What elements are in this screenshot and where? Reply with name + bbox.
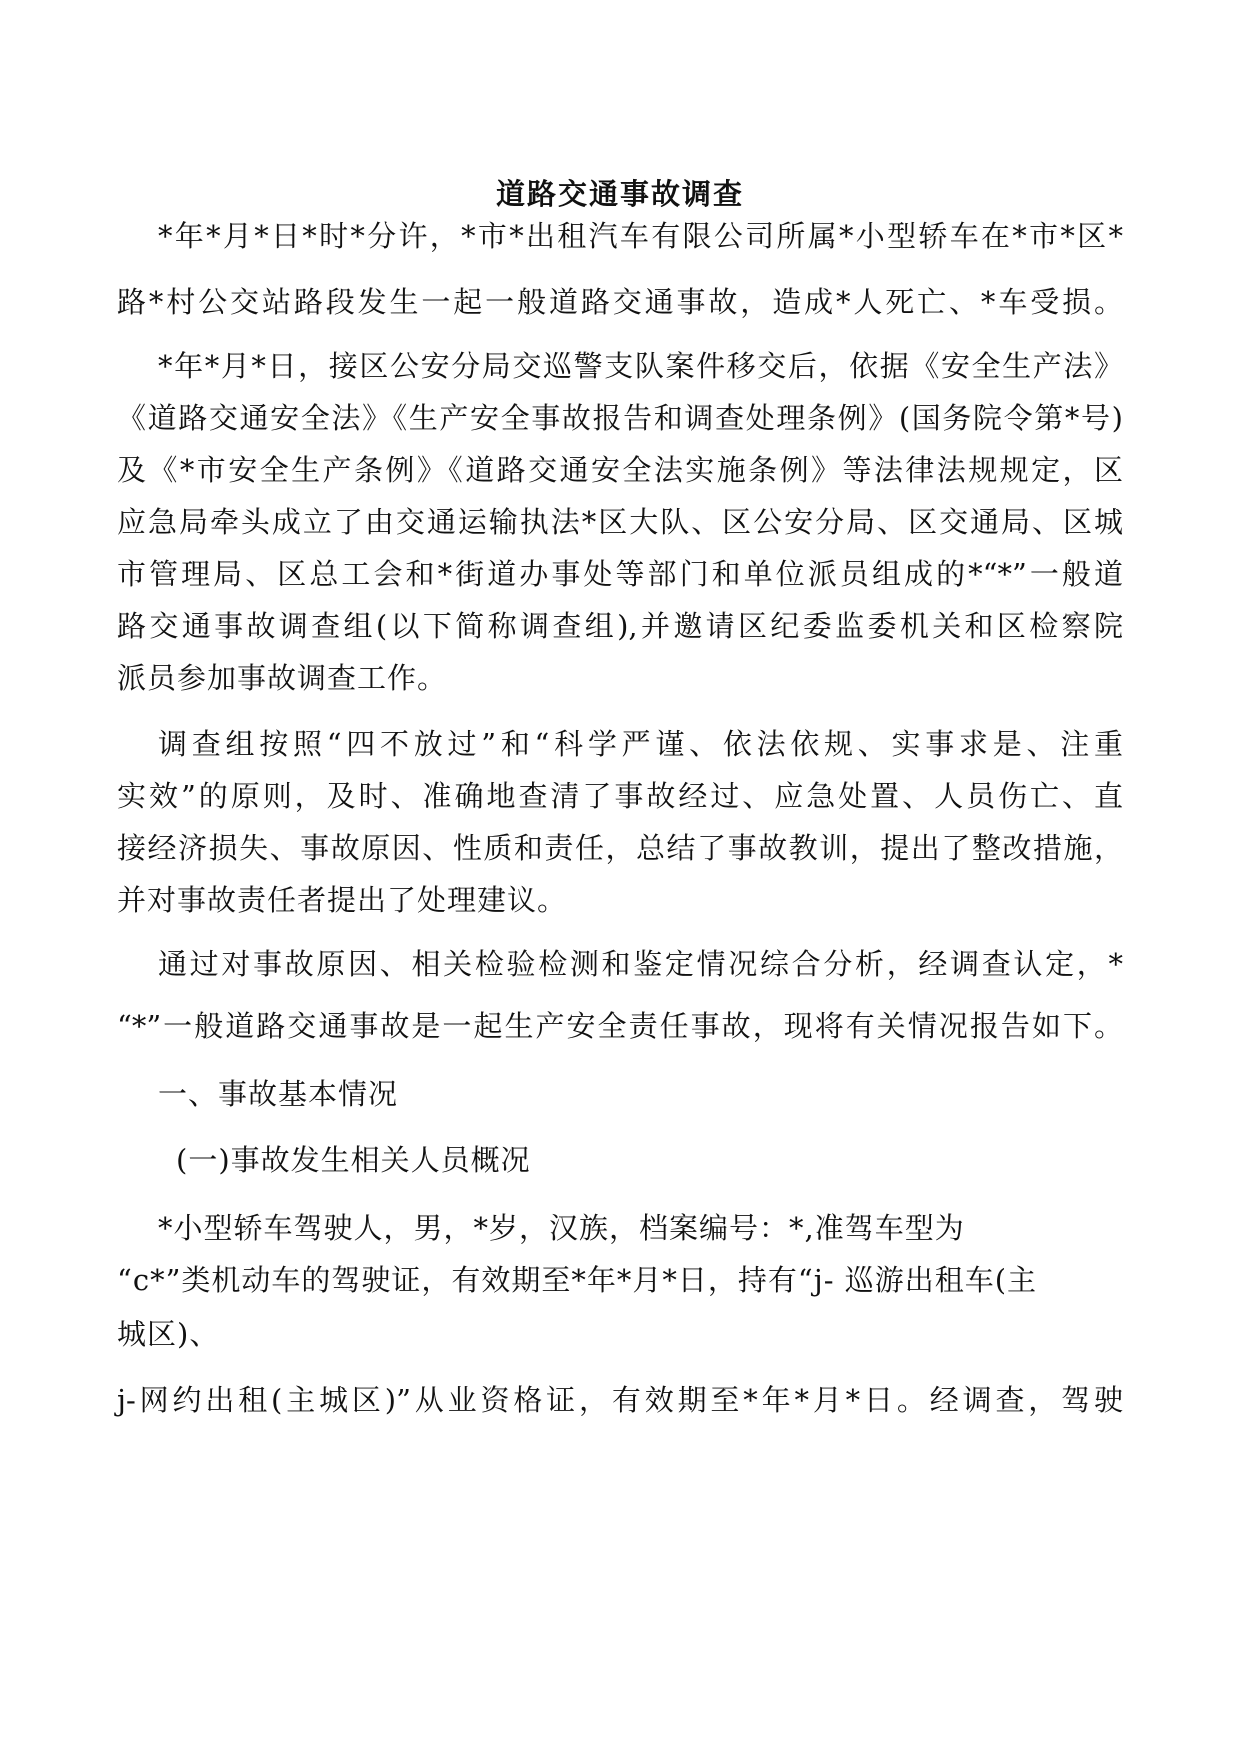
paragraph-line: 城区)、 [117, 1317, 220, 1351]
paragraph-line: 应急局牵头成立了由交通运输执法*区大队、区公安分局、区交通局、区城 [117, 505, 1123, 539]
paragraph-line: “*”一般道路交通事故是一起生产安全责任事故，现将有关情况报告如下。 [117, 1009, 1123, 1043]
paragraph-line: 通过对事故原因、相关检验检测和鉴定情况综合分析，经调查认定，* [158, 947, 1123, 981]
paragraph-line: 市管理局、区总工会和*街道办事处等部门和单位派员组成的*“*”一般道 [117, 557, 1123, 591]
paragraph-line: 调查组按照“四不放过”和“科学严谨、依法依规、实事求是、注重 [158, 727, 1123, 761]
paragraph-line: 路交通事故调查组(以下简称调查组),并邀请区纪委监委机关和区检察院 [117, 609, 1123, 643]
paragraph-line: 及《*市安全生产条例》《道路交通安全法实施条例》等法律法规规定，区 [117, 453, 1123, 487]
paragraph-line: j-网约出租(主城区)”从业资格证，有效期至*年*月*日。经调查，驾驶 [117, 1383, 1123, 1417]
paragraph-line: *年*月*日，接区公安分局交巡警支队案件移交后，依据《安全生产法》 [158, 349, 1123, 383]
paragraph-line: *年*月*日*时*分许，*市*出租汽车有限公司所属*小型轿车在*市*区* [158, 219, 1123, 253]
paragraph-line: 接经济损失、事故原因、性质和责任，总结了事故教训，提出了整改措施， [117, 831, 1123, 865]
paragraph-line: 并对事故责任者提出了处理建议。 [117, 883, 568, 917]
paragraph-line: *小型轿车驾驶人，男，*岁，汉族，档案编号：*,准驾车型为 [158, 1211, 965, 1245]
paragraph-line: 路*村公交站路段发生一起一般道路交通事故，造成*人死亡、*车受损。 [117, 285, 1123, 319]
paragraph-line: “c*”类机动车的驾驶证，有效期至*年*月*日，持有“j- 巡游出租车(主 [117, 1263, 1038, 1297]
section-heading: 一、事故基本情况 [158, 1077, 399, 1111]
paragraph-line: 《道路交通安全法》《生产安全事故报告和调查处理条例》(国务院令第*号) [117, 401, 1123, 435]
subsection-heading: (一)事故发生相关人员概况 [176, 1143, 531, 1177]
paragraph-line: 派员参加事故调查工作。 [117, 661, 448, 695]
paragraph-line: 实效”的原则，及时、准确地查清了事故经过、应急处置、人员伤亡、直 [117, 779, 1123, 813]
document-title: 道路交通事故调查 [495, 177, 744, 211]
